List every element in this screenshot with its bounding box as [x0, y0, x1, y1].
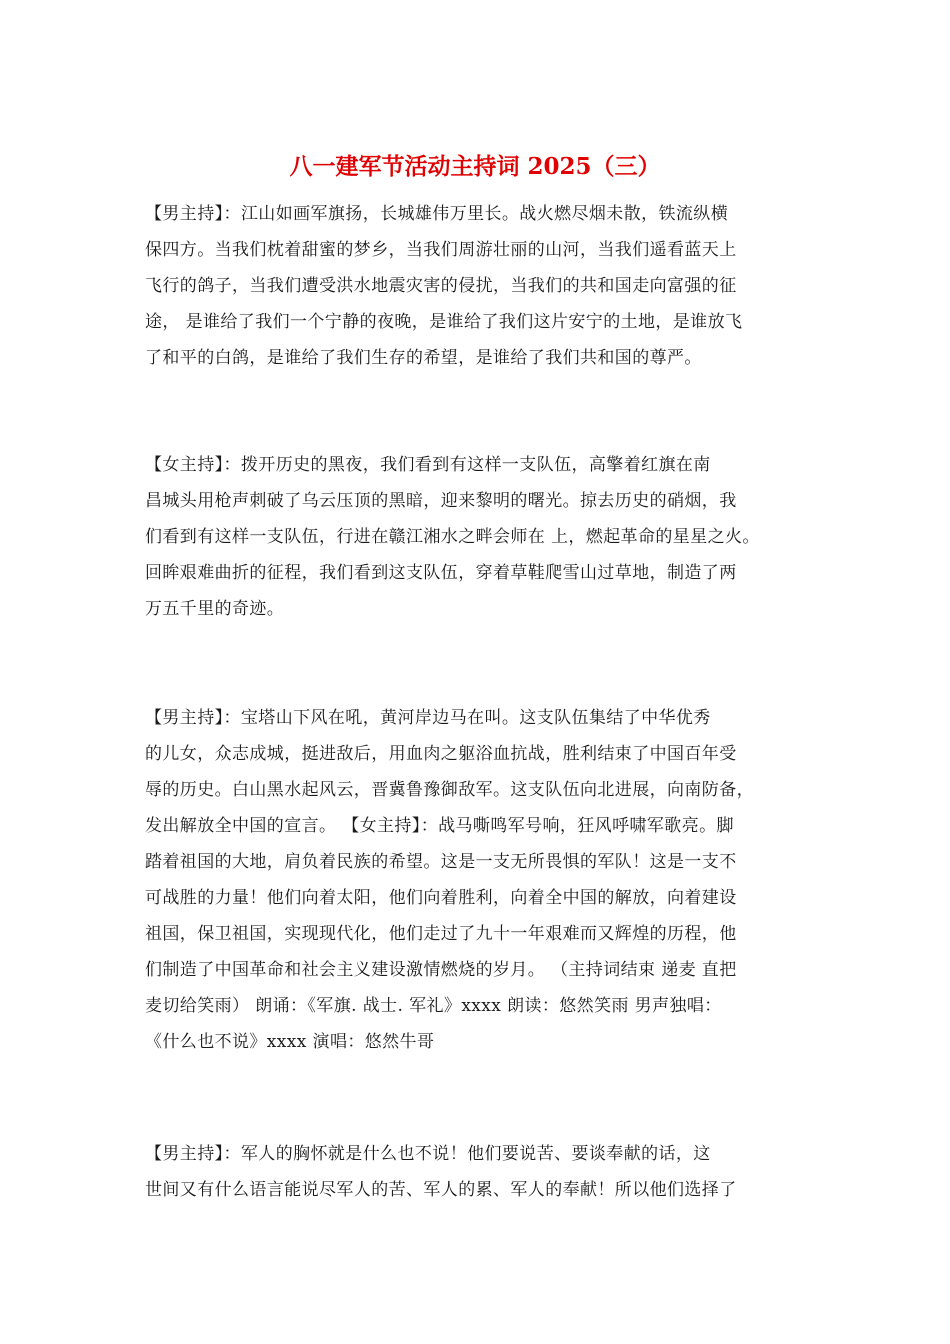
text-line: 飞行的鸽子，当我们遭受洪水地震灾害的侵扰，当我们的共和国走向富强的征 — [145, 276, 737, 296]
text-line: 的儿女，众志成城，挺进敌后，用血肉之躯浴血抗战，胜利结束了中国百年受 — [145, 744, 737, 764]
paragraph-male-host-1 — [145, 196, 825, 376]
text-line: 回眸艰难曲折的征程，我们看到这支队伍，穿着草鞋爬雪山过草地，制造了两 — [145, 563, 737, 583]
text-line: 昌城头用枪声刺破了乌云压顶的黑暗，迎来黎明的曙光。掠去历史的硝烟，我 — [145, 491, 737, 511]
paragraph-male-host-3 — [145, 1136, 825, 1208]
text-line: 可战胜的力量！他们向着太阳，他们向着胜利，向着全中国的解放，向着建设 — [145, 888, 737, 908]
text-line: 辱的历史。白山黑水起风云，晋冀鲁豫御敌军。这支队伍向北进展，向南防备， — [145, 780, 754, 800]
text-line: 祖国，保卫祖国，实现现代化，他们走过了九十一年艰难而又辉煌的历程，他 — [145, 924, 737, 944]
text-line: 途， 是谁给了我们一个宁静的夜晚，是谁给了我们这片安宁的土地，是谁放飞 — [145, 312, 743, 332]
text-line: 了和平的白鸽，是谁给了我们生存的希望，是谁给了我们共和国的尊严。 — [145, 348, 702, 368]
text-line: 麦切给笑雨） 朗诵：《军旗. 战士. 军礼》xxxx 朗读：悠然笑雨 男声独唱： — [145, 996, 722, 1016]
text-line: 【女主持】：拨开历史的黑夜，我们看到有这样一支队伍，高擎着红旗在南 — [145, 455, 711, 475]
text-line: 【男主持】：宝塔山下风在吼，黄河岸边马在叫。这支队伍集结了中华优秀 — [145, 708, 711, 728]
text-line: 【男主持】：军人的胸怀就是什么也不说！他们要说苦、要谈奉献的话，这 — [145, 1144, 711, 1164]
text-line: 【男主持】：江山如画军旗扬，长城雄伟万里长。战火燃尽烟未散，铁流纵横 — [145, 204, 729, 224]
text-line: 世间又有什么语言能说尽军人的苦、军人的累、军人的奉献！所以他们选择了 — [145, 1180, 737, 1200]
text-line: 发出解放全中国的宣言。 【女主持】：战马嘶鸣军号响，狂风呼啸军歌亮。脚 — [145, 816, 734, 836]
text-line: 们看到有这样一支队伍，行进在赣江湘水之畔会师在 上，燃起革命的星星之火。 — [145, 527, 760, 547]
text-line: 们制造了中国革命和社会主义建设激情燃烧的岁月。 （主持词结束 递麦 直把 — [145, 960, 737, 980]
text-line: 万五千里的奇迹。 — [145, 599, 285, 619]
document-title: 八一建军节活动主持词 2025（三） — [289, 153, 661, 180]
text-line: 踏着祖国的大地，肩负着民族的希望。这是一支无所畏惧的军队！这是一支不 — [145, 852, 737, 872]
paragraph-male-host-2 — [145, 700, 825, 1060]
paragraph-female-host-1 — [145, 447, 825, 627]
text-line: 《什么也不说》xxxx 演唱：悠然牛哥 — [145, 1032, 435, 1052]
text-line: 保四方。当我们枕着甜蜜的梦乡，当我们周游壮丽的山河，当我们遥看蓝天上 — [145, 240, 737, 260]
